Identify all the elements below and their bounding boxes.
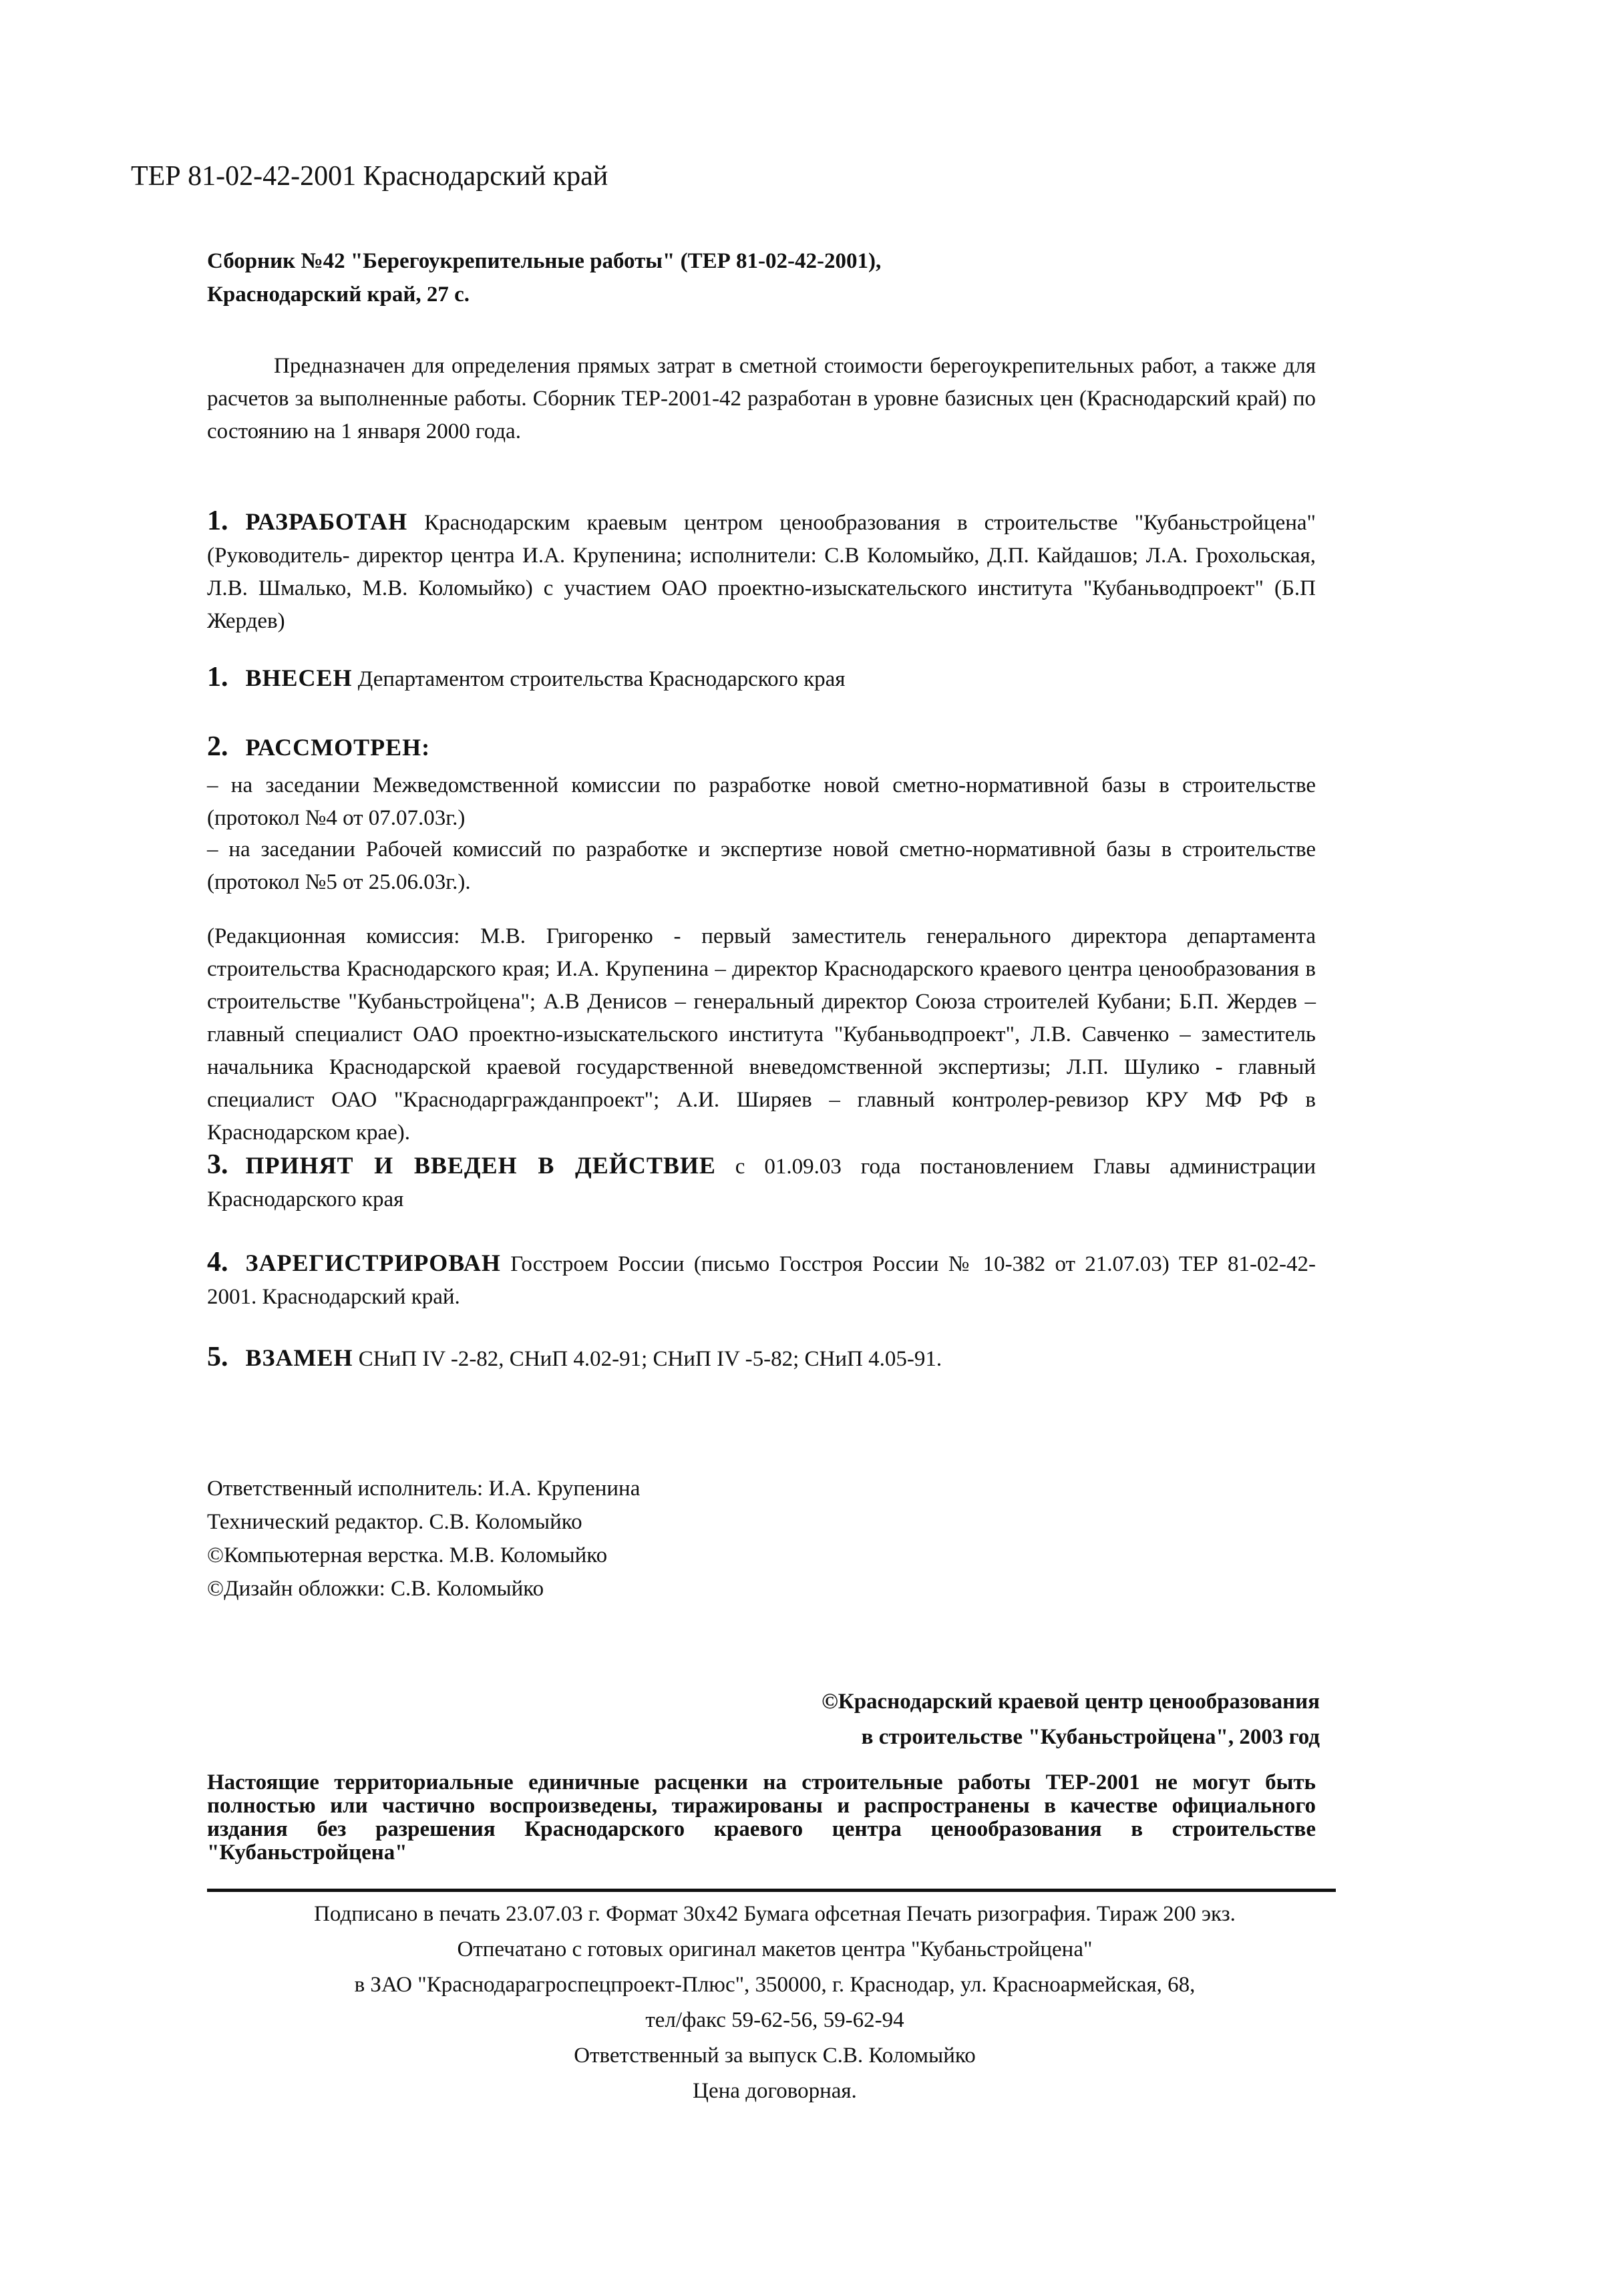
- imprint-line: Подписано в печать 23.07.03 г. Формат 30х42 Бумага офсетная Печать ризография. Тираж 200 экз.: [314, 1902, 1236, 1926]
- item-number: 1.: [207, 506, 228, 536]
- imprint-line: тел/факс 59-62-56, 59-62-94: [645, 2008, 904, 2032]
- item-number: 5.: [207, 1342, 228, 1372]
- reviewed-sub-2: – на заседании Рабочей комиссий по разработке и экспертизе новой сметно-нормативной базы в строительстве (протокол №5 от 25.06.03г.).: [207, 837, 1316, 894]
- copyright-line1: ©Краснодарский краевой центр ценообразования: [822, 1690, 1320, 1714]
- item-keyword: ВЗАМЕН: [245, 1344, 353, 1371]
- item-text: Краснодарским краевым центром ценообразования в строительстве "Кубаньстройцена" (Руководитель- директор центра И.А. Крупенина; исполнители: С.В Коломыйко, Д.П. Кайдашов; Л.А. Грохольская, Л.В. Шмалько, М.В. Коломыйко) с участием ОАО проектно-изыскательского института "Кубаньводпроект" (Б.П Жердев): [207, 511, 1316, 633]
- item-number: 3.: [207, 1149, 228, 1180]
- imprint-block: [200, 1897, 1349, 2109]
- imprint-line: Ответственный за выпуск С.В. Коломыйко: [574, 2044, 976, 2068]
- item-keyword: РАССМОТРЕН:: [245, 734, 431, 761]
- item-text: Госстроем России (письмо Госстроя России № 10-382 от 21.07.03) ТЕР 81-02-42-2001. Краснодарский край.: [207, 1252, 1316, 1309]
- item-keyword: ЗАРЕГИСТРИРОВАН: [245, 1250, 501, 1276]
- imprint-line: Цена договорная.: [693, 2079, 857, 2103]
- item-text: с 01.09.03 года постановлением Главы администрации Краснодарского края: [207, 1155, 1316, 1211]
- copyright-notice: Настоящие территориальные единичные расценки на строительные работы ТЕР-2001 не могут быть полностью или частично воспроизведены, тиражированы и распространены в качестве официального издания без разрешения Краснодарского краевого центра ценообразования в строительстве "Кубаньстройцена": [207, 1770, 1316, 1865]
- item-adopted: [207, 1149, 1316, 1216]
- collection-title-line2: Краснодарский край, 27 с.: [207, 282, 470, 307]
- copyright-line2: в строительстве "Кубаньстройцена", 2003 год: [861, 1725, 1320, 1749]
- item-text: Департаментом строительства Краснодарского края: [357, 667, 846, 691]
- divider: [207, 1889, 1336, 1892]
- credit-line: Технический редактор. С.В. Коломыйко: [207, 1510, 582, 1534]
- imprint-line: в ЗАО "Краснодарагроспецпроект-Плюс", 350000, г. Краснодар, ул. Красноармейская, 68,: [354, 1973, 1196, 1997]
- credit-line: Ответственный исполнитель: И.А. Крупенина: [207, 1477, 641, 1501]
- item-keyword: ВНЕСЕН: [245, 664, 353, 691]
- item-submitted: [207, 661, 1316, 696]
- credit-line: ©Компьютерная верстка. М.В. Коломыйко: [207, 1543, 608, 1567]
- copyright-block: [822, 1684, 1320, 1755]
- item-registered: [207, 1246, 1316, 1314]
- page-header: ТЕР 81-02-42-2001 Краснодарский край: [131, 161, 608, 192]
- item-text: СНиП IV -2-82, СНиП 4.02-91; СНиП IV -5-82; СНиП 4.05-91.: [358, 1347, 942, 1371]
- purpose-paragraph: Предназначен для определения прямых затрат в сметной стоимости берегоукрепительных работ, а также для расчетов за выполненные работы. Сборник ТЕР-2001-42 разработан в уровне базисных цен (Краснодарский край) по состоянию на 1 января 2000 года.: [207, 354, 1316, 443]
- item-number: 2.: [207, 731, 228, 762]
- item-keyword: РАЗРАБОТАН: [245, 508, 408, 535]
- credit-line: ©Дизайн обложки: С.В. Коломыйко: [207, 1577, 544, 1601]
- item-number: 4.: [207, 1247, 228, 1278]
- imprint-line: Отпечатано с готовых оригинал макетов центра "Кубаньстройцена": [457, 1937, 1093, 1961]
- item-reviewed: [207, 731, 1316, 765]
- collection-title-line1: Сборник №42 "Берегоукрепительные работы" (ТЕР 81-02-42-2001),: [207, 249, 882, 273]
- credits-block: [207, 1472, 640, 1605]
- editorial-board: (Редакционная комиссия: М.В. Григоренко - первый заместитель генерального директора департамента строительства Краснодарского края; И.А. Крупенина – директор Краснодарского краевого центра ценообразования в строительстве "Кубаньстройцена"; А.В Денисов – генеральный директор Союза строителей Кубани; Б.П. Жердев – главный специалист ОАО проектно-изыскательского института "Кубаньводпроект", Л.В. Савченко – заместитель начальника Краснодарской краевой государственной вневедомственной экспертизы; Л.П. Шулико - главный специалист ОАО "Краснодаргражданпроект"; А.И. Ширяев – главный контролер-ревизор КРУ МФ РФ в Краснодарском крае).: [207, 924, 1316, 1145]
- collection-title: [207, 244, 1343, 311]
- item-developed: [207, 505, 1316, 638]
- item-keyword: ПРИНЯТ И ВВЕДЕН В ДЕЙСТВИЕ: [245, 1152, 716, 1179]
- item-replaces: [207, 1341, 1316, 1376]
- item-number: 1.: [207, 662, 228, 693]
- reviewed-sub-1: – на заседании Межведомственной комиссии по разработке новой сметно-нормативной базы в строительстве (протокол №4 от 07.07.03г.): [207, 773, 1316, 830]
